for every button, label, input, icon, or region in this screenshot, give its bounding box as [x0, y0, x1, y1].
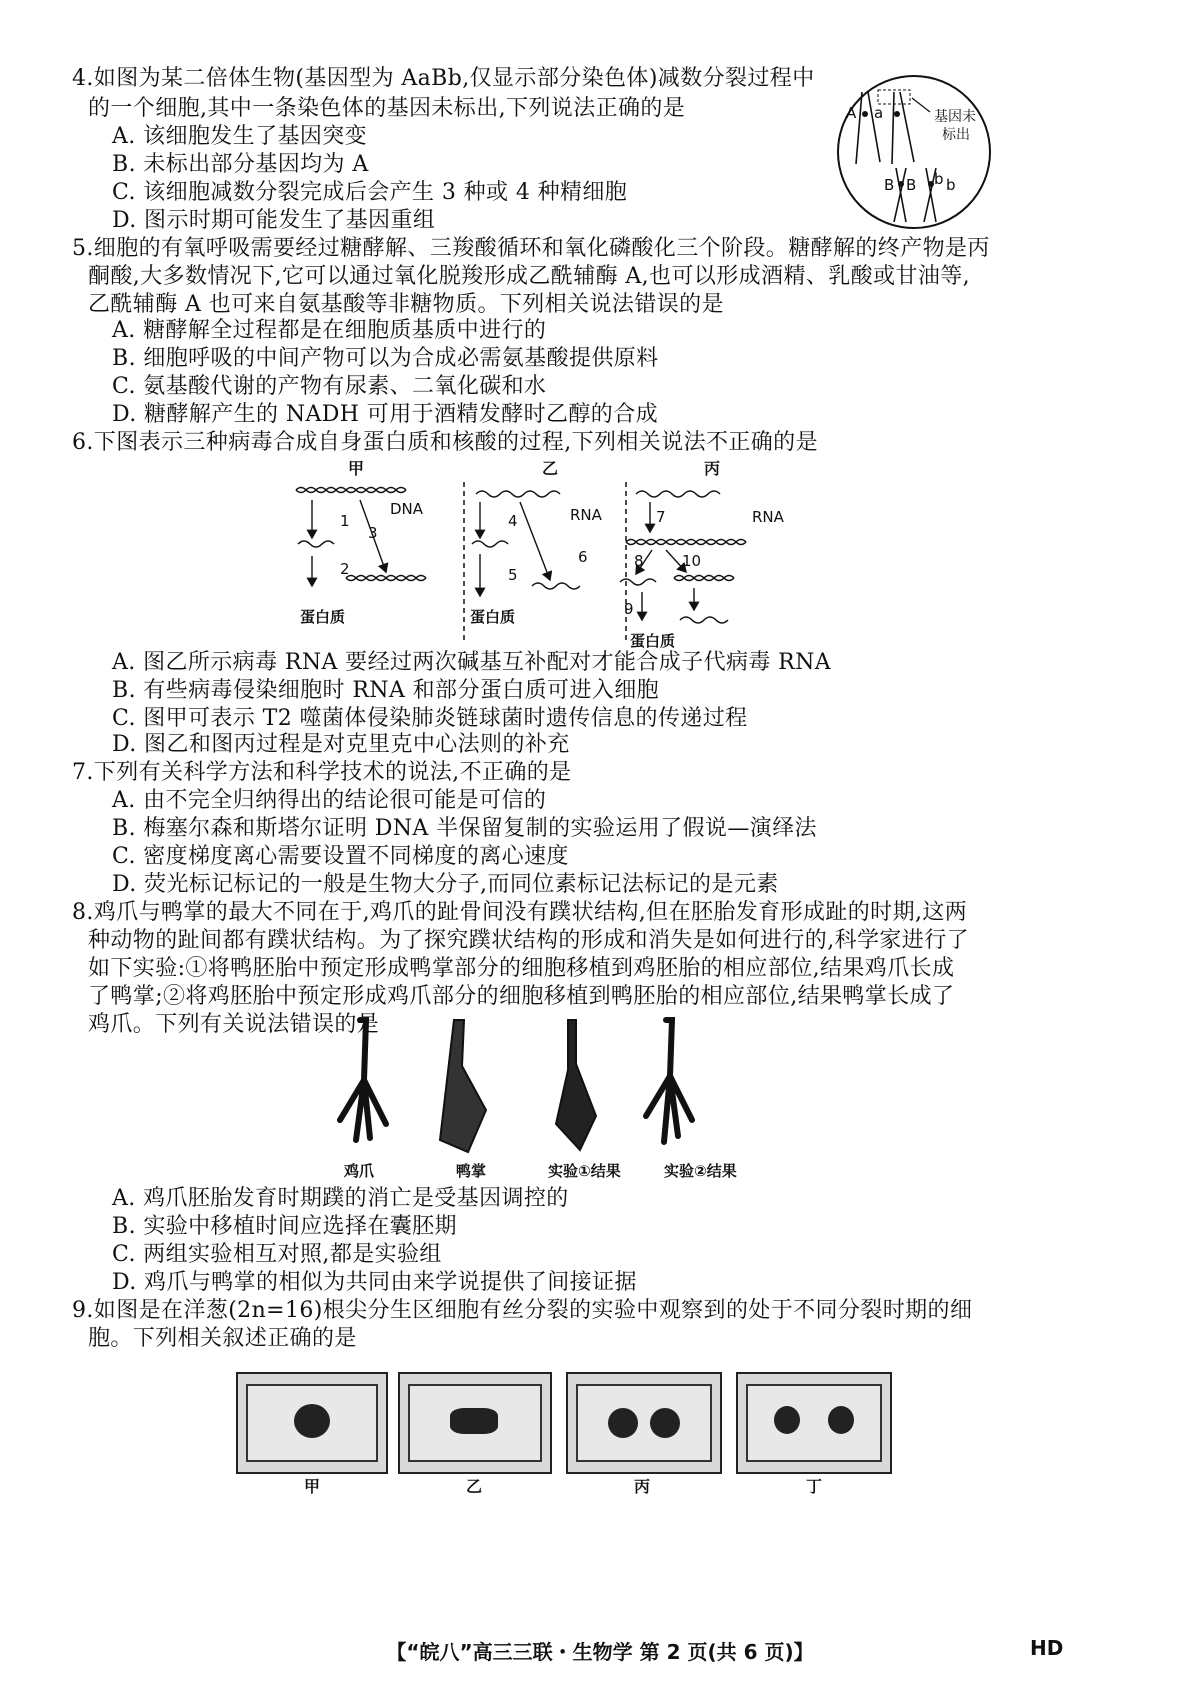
q8-feet-figure	[330, 1020, 770, 1160]
q6-num-1: 1	[340, 512, 350, 530]
q9-caption-bing: 丙	[634, 1477, 651, 1496]
q6-label-bing: 丙	[704, 459, 721, 478]
q4-label-B1: B	[884, 176, 895, 194]
q8-stem-line-1: 8.鸡爪与鸭掌的最大不同在于,鸡爪的趾骨间没有蹼状结构,但在胚胎发育形成趾的时期,这两	[72, 900, 968, 925]
q4-cell-diagram	[834, 72, 994, 232]
q5-option-d: D. 糖酵解产生的 NADH 可用于酒精发酵时乙醇的合成	[112, 402, 658, 427]
q4-label-B2: B	[906, 176, 917, 194]
q8-option-a: A. 鸡爪胚胎发育时期蹼的消亡是受基因调控的	[112, 1186, 569, 1211]
q7-option-a: A. 由不完全归纳得出的结论很可能是可信的	[112, 788, 547, 813]
q5-option-a: A. 糖酵解全过程都是在细胞质基质中进行的	[112, 318, 547, 343]
q6-num-6: 6	[578, 548, 588, 566]
q6-num-4: 4	[508, 512, 518, 530]
q8-option-c: C. 两组实验相互对照,都是实验组	[112, 1242, 442, 1267]
q8-option-b: B. 实验中移植时间应选择在囊胚期	[112, 1214, 457, 1239]
q8-caption-exp1: 实验①结果	[548, 1162, 621, 1180]
chicken-foot-image	[340, 1020, 386, 1140]
q6-num-8: 8	[634, 552, 644, 570]
q6-protein-yi: 蛋白质	[470, 608, 516, 626]
q4-label-A: A	[846, 104, 857, 122]
q9-micrograph-bing	[566, 1372, 722, 1474]
q9-micrograph-yi	[398, 1372, 552, 1474]
q9-caption-yi: 乙	[466, 1477, 483, 1496]
experiment-2-foot-image	[646, 1020, 692, 1142]
q6-virus-diagram	[296, 474, 816, 654]
q4-label-unmarked: 基因未	[934, 109, 976, 125]
q6-stem-line-1: 6.下图表示三种病毒合成自身蛋白质和核酸的过程,下列相关说法不正确的是	[72, 430, 818, 455]
q9-caption-jia: 甲	[304, 1477, 321, 1496]
q5-stem-line-2: 酮酸,大多数情况下,它可以通过氧化脱羧形成乙酰辅酶 A,也可以形成酒精、乳酸或甘油等,	[88, 264, 971, 289]
q8-caption-duck: 鸭掌	[456, 1162, 487, 1180]
q6-protein-bing: 蛋白质	[630, 632, 676, 650]
q6-num-7: 7	[656, 508, 666, 526]
q6-option-a: A. 图乙所示病毒 RNA 要经过两次碱基互补配对才能合成子代病毒 RNA	[112, 650, 832, 675]
q4-option-c: C. 该细胞减数分裂完成后会产生 3 种或 4 种精细胞	[112, 180, 628, 205]
q8-stem-line-5: 鸡爪。下列有关说法错误的是	[88, 1012, 380, 1037]
q6-num-3: 3	[368, 524, 378, 542]
experiment-1-foot-image	[556, 1020, 596, 1150]
q6-num-5: 5	[508, 566, 518, 584]
q8-stem-line-3: 如下实验:①将鸭胚胎中预定形成鸭掌部分的细胞移植到鸡胚胎的相应部位,结果鸡爪长成	[88, 956, 955, 981]
q4-label-a: a	[874, 104, 884, 122]
q6-option-b: B. 有些病毒侵染细胞时 RNA 和部分蛋白质可进入细胞	[112, 678, 660, 703]
q6-label-yi: 乙	[542, 459, 559, 478]
duck-foot-image	[440, 1020, 486, 1152]
q5-stem-line-3: 乙酰辅酶 A 也可来自氨基酸等非糖物质。下列相关说法错误的是	[88, 292, 724, 317]
q6-option-c: C. 图甲可表示 T2 噬菌体侵染肺炎链球菌时遗传信息的传递过程	[112, 706, 748, 731]
q4-stem-line-2: 的一个细胞,其中一条染色体的基因未标出,下列说法正确的是	[88, 96, 686, 121]
q4-stem-line-1: 4.如图为某二倍体生物(基因型为 AaBb,仅显示部分染色体)减数分裂过程中	[72, 66, 815, 91]
q5-stem-line-1: 5.细胞的有氧呼吸需要经过糖酵解、三羧酸循环和氧化磷酸化三个阶段。糖酵解的终产物是丙	[72, 236, 990, 261]
q8-stem-line-2: 种动物的趾间都有蹼状结构。为了探究蹼状结构的形成和消失是如何进行的,科学家进行了	[88, 928, 969, 953]
q9-caption-ding: 丁	[806, 1477, 823, 1496]
q7-option-b: B. 梅塞尔森和斯塔尔证明 DNA 半保留复制的实验运用了假说—演绎法	[112, 816, 817, 841]
q4-option-d: D. 图示时期可能发生了基因重组	[112, 208, 436, 233]
q5-option-b: B. 细胞呼吸的中间产物可以为合成必需氨基酸提供原料	[112, 346, 659, 371]
q6-num-10: 10	[682, 552, 702, 570]
q8-option-d: D. 鸡爪与鸭掌的相似为共同由来学说提供了间接证据	[112, 1270, 637, 1295]
q9-micrograph-jia	[236, 1372, 388, 1474]
q8-stem-line-4: 了鸭掌;②将鸡胚胎中预定形成鸡爪部分的细胞移植到鸭胚胎的相应部位,结果鸭掌长成了	[88, 984, 955, 1009]
q6-num-9: 9	[624, 600, 634, 618]
q9-stem-line-1: 9.如图是在洋葱(2n=16)根尖分生区细胞有丝分裂的实验中观察到的处于不同分裂时期的细	[72, 1298, 973, 1323]
q8-caption-chicken: 鸡爪	[344, 1162, 375, 1180]
q6-label-rna-1: RNA	[570, 506, 602, 524]
q4-label-unmarked-2: 标出	[942, 127, 970, 143]
q6-label-rna-2: RNA	[752, 508, 784, 526]
q8-caption-exp2: 实验②结果	[664, 1162, 737, 1180]
q6-protein-jia: 蛋白质	[300, 608, 346, 626]
q7-stem-line-1: 7.下列有关科学方法和科学技术的说法,不正确的是	[72, 760, 572, 785]
q4-option-b: B. 未标出部分基因均为 A	[112, 152, 369, 177]
q5-option-c: C. 氨基酸代谢的产物有尿素、二氧化碳和水	[112, 374, 547, 399]
page-footer: 【“皖八”高三三联・生物学 第 2 页(共 6 页)】	[386, 1640, 814, 1664]
page-code: HD	[1030, 1636, 1064, 1660]
q6-label-jia: 甲	[348, 459, 365, 478]
q9-stem-line-2: 胞。下列相关叙述正确的是	[88, 1326, 357, 1351]
q4-label-b1: b	[934, 170, 944, 188]
q6-label-dna: DNA	[390, 500, 424, 518]
q6-option-d: D. 图乙和图丙过程是对克里克中心法则的补充	[112, 732, 570, 757]
q4-label-b2: b	[946, 176, 956, 194]
q9-micrograph-ding	[736, 1372, 892, 1474]
q6-num-2: 2	[340, 560, 350, 578]
q4-option-a: A. 该细胞发生了基因突变	[112, 124, 368, 149]
q7-option-c: C. 密度梯度离心需要设置不同梯度的离心速度	[112, 844, 569, 869]
q7-option-d: D. 荧光标记标记的一般是生物大分子,而同位素标记法标记的是元素	[112, 872, 779, 897]
